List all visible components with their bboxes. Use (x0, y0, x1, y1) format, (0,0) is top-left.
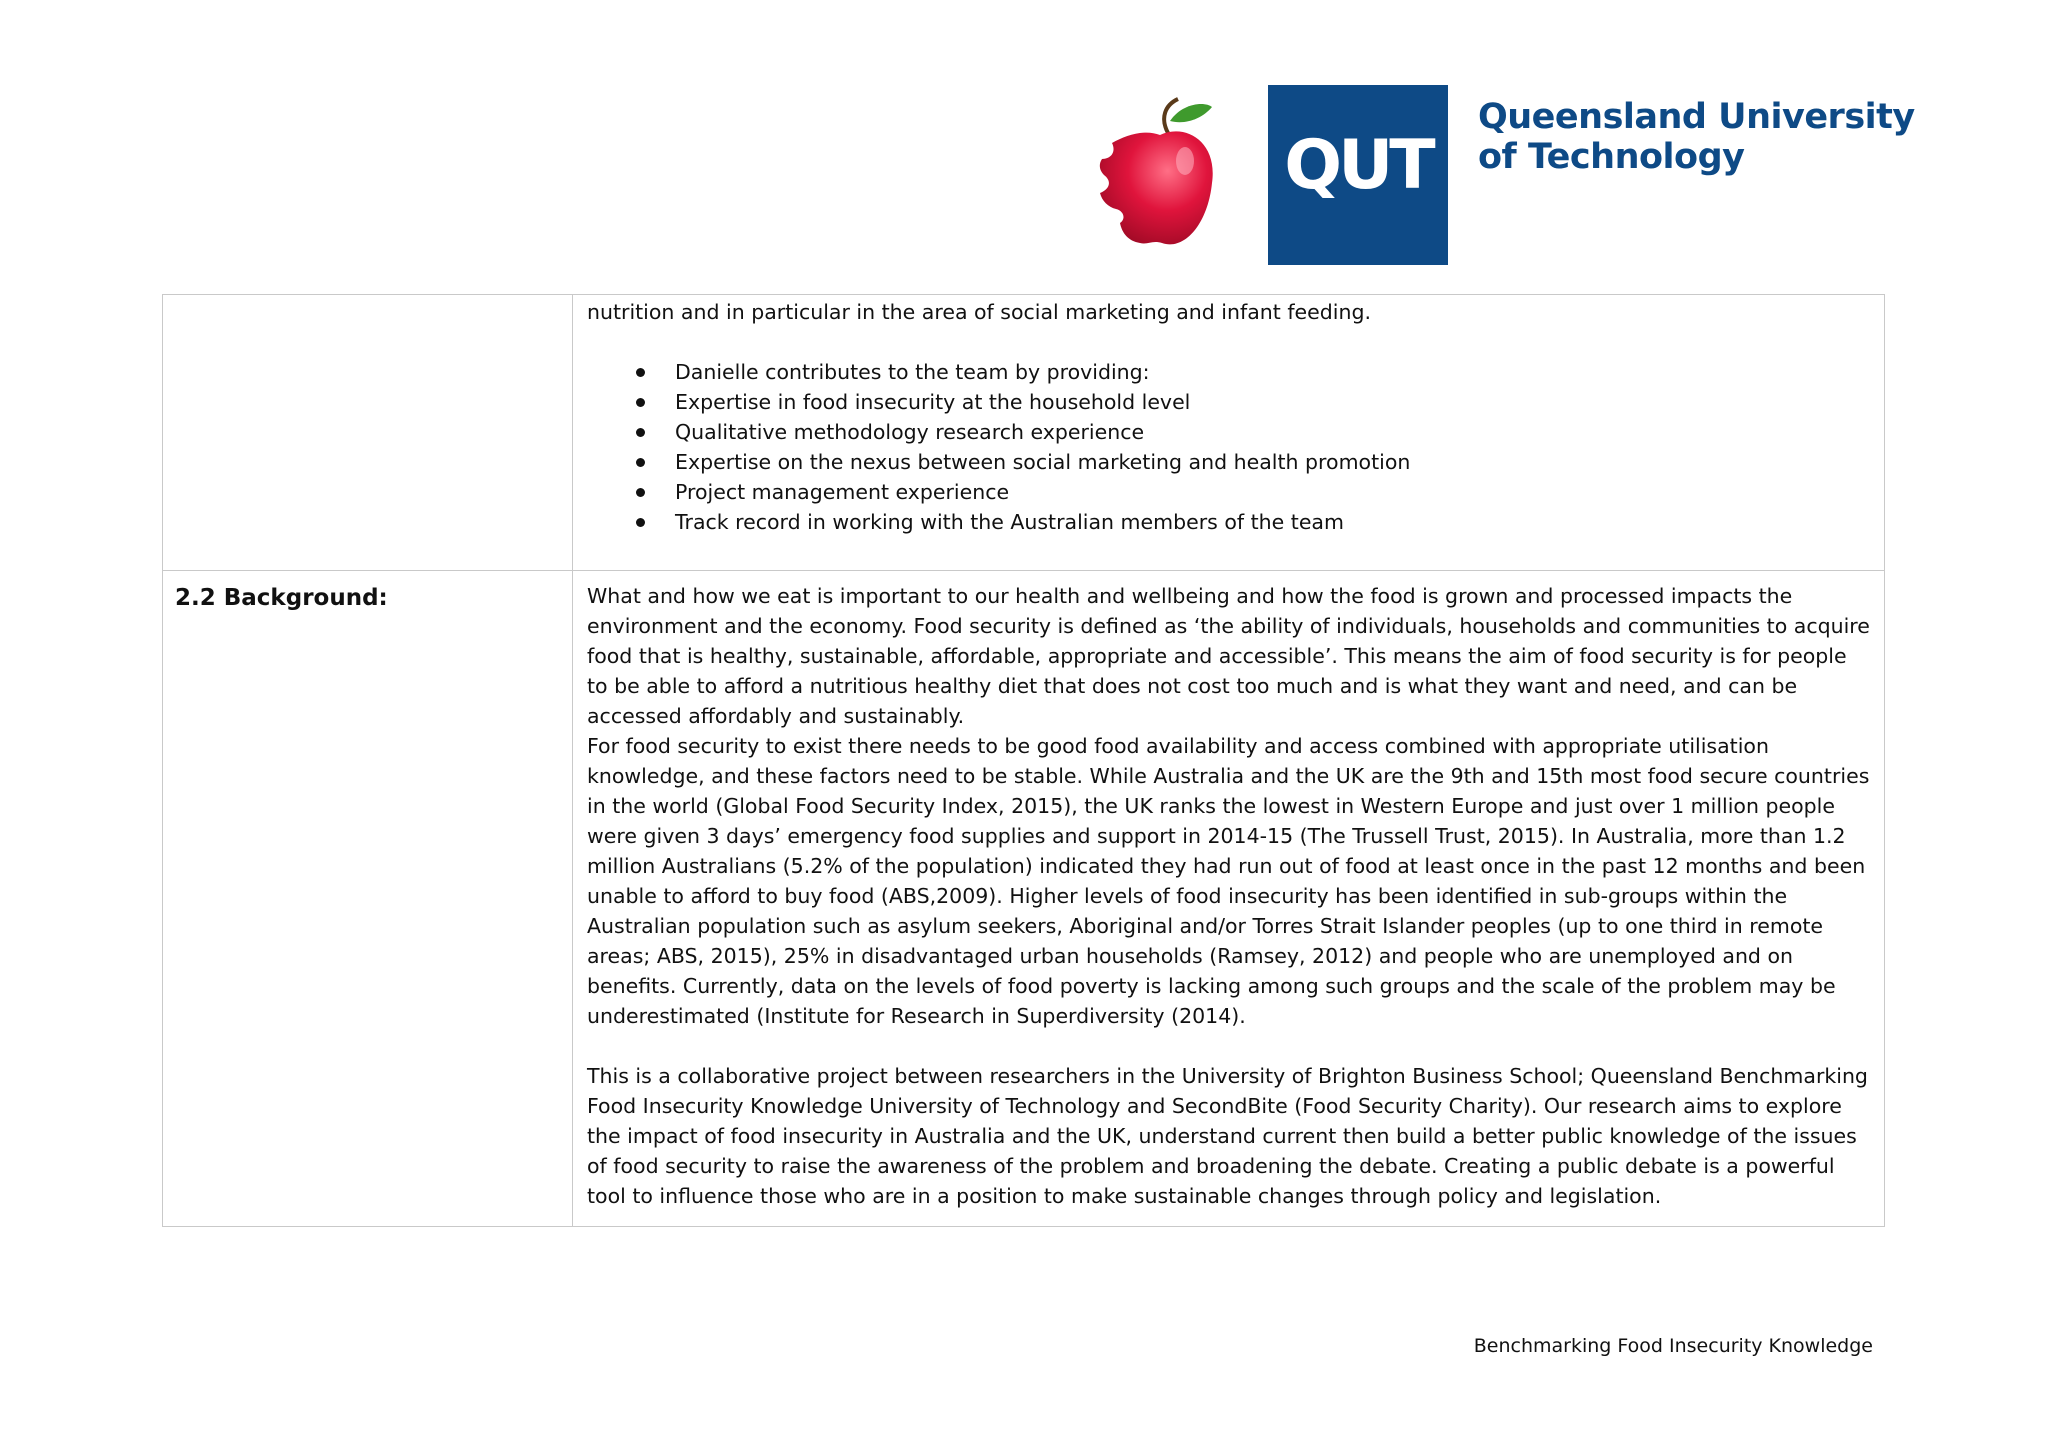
list-item: Project management experience (675, 477, 1872, 507)
background-paragraph: What and how we eat is important to our health and wellbeing and how the food is grown and processed impacts the environment and the economy. Food security is defined as ‘the ability of individuals, households and communities to acquire food that is healthy, sustainable, affordable, appropriate and accessible’. This means the aim of food security is for people to be able to afford a nutritious healthy diet that does not cost too much and is what they want and need, and can be accessed affordably and sustainably. (587, 584, 1870, 728)
row-label-cell (163, 295, 573, 571)
university-name (1478, 97, 1915, 177)
row-content-cell (573, 295, 1885, 571)
background-paragraph: For food security to exist there needs to be good food availability and access combined with appropriate utilisation knowledge, and these factors need to be stable. While Australia and the UK are the 9th and 15th most food secure countries in the world (Global Food Security Index, 2015), the UK ranks the lowest in Western Europe and just over 1 million people were given 3 days’ emergency food supplies and support in 2014-15 (The Trussell Trust, 2015). In Australia, more than 1.2 million Australians (5.2% of the population) indicated they had run out of food at least once in the past 12 months and been unable to afford to buy food (ABS,2009). Higher levels of food insecurity has been identified in sub-groups within the Australian population such as asylum seekers, Aboriginal and/or Torres Strait Islander peoples (up to one third in remote areas; ABS, 2015), 25% in disadvantaged urban households (Ramsey, 2012) and people who are unemployed and on benefits. Currently, data on the levels of food poverty is lacking among such groups and the scale of the problem may be underestimated (Institute for Research in Superdiversity (2014). (587, 734, 1870, 1028)
university-name-line1: Queensland University (1478, 97, 1915, 137)
university-name-line2: of Technology (1478, 137, 1745, 177)
row-label-cell (163, 571, 573, 1227)
list-item: Expertise in food insecurity at the household level (675, 387, 1872, 417)
intro-paragraph: nutrition and in particular in the area of social marketing and infant feeding. (587, 300, 1371, 324)
header-logos (1090, 85, 1915, 265)
row-label (163, 295, 572, 307)
qut-logo-mark: QUT (1284, 125, 1432, 205)
list-item: Expertise on the nexus between social marketing and health promotion (675, 447, 1872, 477)
list-item: Qualitative methodology research experience (675, 417, 1872, 447)
page-footer: Benchmarking Food Insecurity Knowledge (1473, 1335, 1873, 1357)
background-paragraph: This is a collaborative project between researchers in the University of Brighton Business School; Queensland Benchmarking Food Insecurity Knowledge University of Technology and SecondBite (Food Security Charity). Our research aims to explore the impact of food insecurity in Australia and the UK, understand current then build a better public knowledge of the issues of food security to raise the awareness of the problem and broadening the debate. Creating a public debate is a powerful tool to influence those who are in a position to make sustainable changes through policy and legislation. (587, 1064, 1868, 1208)
table-row (163, 295, 1885, 571)
content-table (162, 294, 1885, 1227)
section-heading: 2.2 Background: (175, 585, 388, 611)
apple-logo-icon (1090, 93, 1220, 253)
bullet-list (587, 357, 1872, 537)
list-item: Track record in working with the Australian members of the team (675, 507, 1872, 537)
row-content-cell (573, 571, 1885, 1227)
qut-logo (1268, 85, 1448, 265)
table-row (163, 571, 1885, 1227)
list-item: Danielle contributes to the team by providing: (675, 357, 1872, 387)
